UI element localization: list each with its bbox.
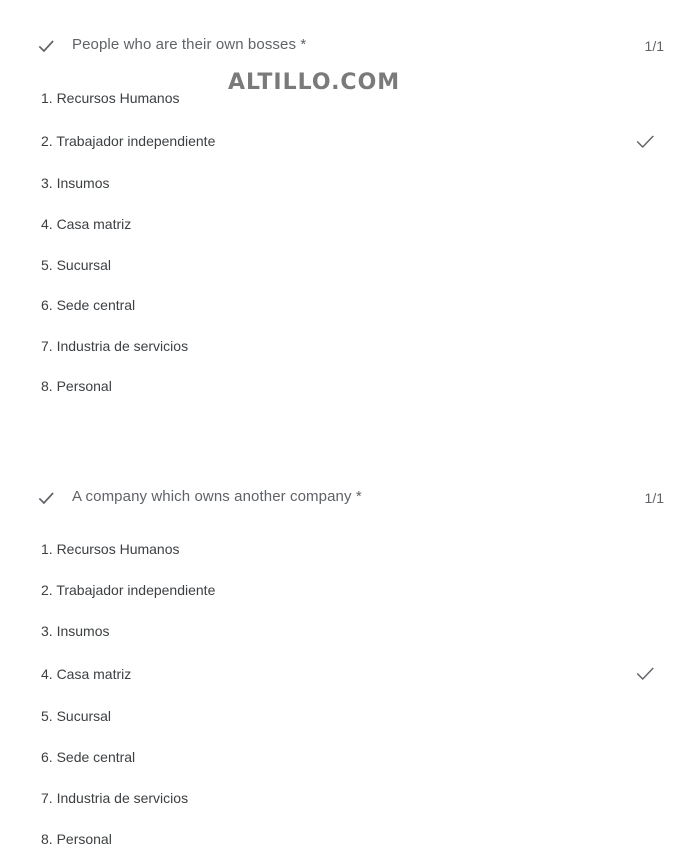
option-item: 3. Insumos: [41, 175, 110, 191]
option-item: 8. Personal: [41, 831, 112, 847]
question-score: 1/1: [644, 490, 664, 506]
option-item: 5. Sucursal: [41, 708, 112, 724]
option-item: 1. Recursos Humanos: [41, 541, 180, 557]
question-title: People who are their own bosses *: [72, 36, 307, 53]
option-item: 6. Sede central: [41, 297, 136, 313]
correct-check-icon: [634, 662, 656, 684]
option-item: 6. Sede central: [41, 749, 136, 765]
option-item: 7. Industria de servicios: [41, 338, 189, 354]
check-icon: [36, 36, 56, 56]
option-item: 8. Personal: [41, 378, 112, 394]
watermark: ALTILLO.COM: [228, 70, 401, 95]
option-item: 3. Insumos: [41, 623, 110, 639]
correct-check-icon: [634, 130, 656, 152]
question-title: A company which owns another company *: [72, 488, 362, 505]
option-item: 2. Trabajador independiente: [41, 133, 216, 149]
question-score: 1/1: [644, 38, 664, 54]
option-item: 4. Casa matriz: [41, 666, 132, 682]
option-item: 5. Sucursal: [41, 257, 112, 273]
question-header: [0, 484, 700, 512]
option-item: 7. Industria de servicios: [41, 790, 189, 806]
option-item: 2. Trabajador independiente: [41, 582, 216, 598]
option-item: 4. Casa matriz: [41, 216, 132, 232]
question-header: [0, 32, 700, 60]
option-item: 1. Recursos Humanos: [41, 90, 180, 106]
check-icon: [36, 488, 56, 508]
